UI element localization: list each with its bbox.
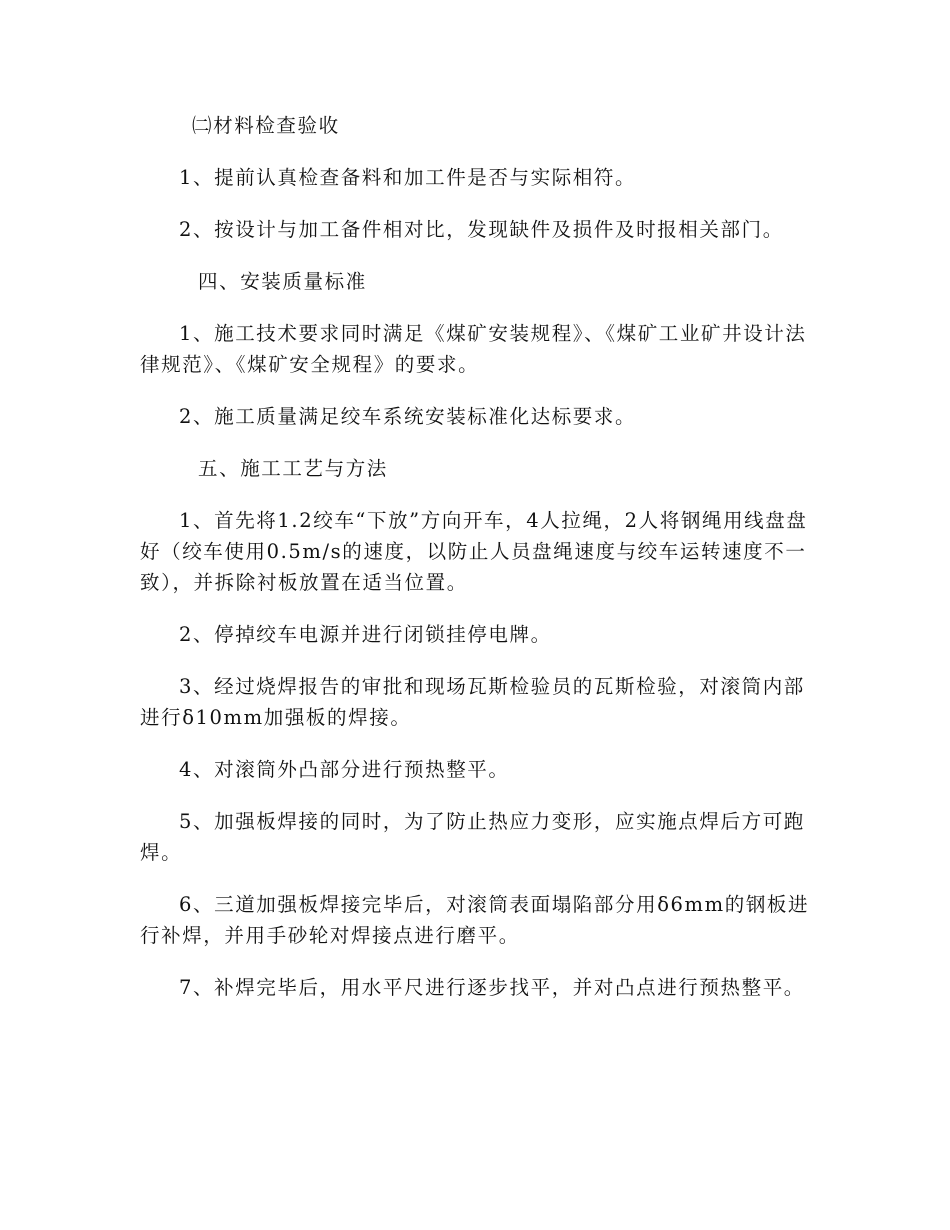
paragraph-check-materials: 1、提前认真检查备料和加工件是否与实际相符。 <box>179 166 637 189</box>
document-body <box>140 110 812 1024</box>
section-heading-process-method: 五、施工工艺与方法 <box>198 457 388 480</box>
paragraph-step-5: 5、加强板焊接的同时，为了防止热应力变形，应实施点焊后方可跑焊。 <box>140 810 805 864</box>
paragraph-step-2: 2、停掉绞车电源并进行闭锁挂停电牌。 <box>179 623 552 646</box>
section-heading-material-inspection: ㈡材料检查验收 <box>192 114 340 137</box>
paragraph-step-7: 7、补焊完毕后，用水平尺进行逐步找平，并对凸点进行预热整平。 <box>179 976 805 999</box>
paragraph-compare-parts: 2、按设计与加工备件相对比，发现缺件及损件及时报相关部门。 <box>179 218 784 241</box>
paragraph-step-6: 6、三道加强板焊接完毕后，对滚筒表面塌陷部分用δ6mm的钢板进行补焊，并用手砂轮对焊接点进行磨平。 <box>140 893 810 947</box>
paragraph-step-1: 1、首先将1.2绞车“下放”方向开车，4人拉绳，2人将钢绳用线盘盘好（绞车使用0.5m/s的速度，以防止人员盘绳速度与绞车运转速度不一致），并拆除衬板放置在适当位置。 <box>140 509 808 594</box>
paragraph-step-4: 4、对滚筒外凸部分进行预热整平。 <box>179 758 510 781</box>
paragraph-regulations: 1、施工技术要求同时满足《煤矿安装规程》、《煤矿工业矿井设计法律规范》、《煤矿安全规程》的要求。 <box>140 322 807 376</box>
section-heading-quality-standard: 四、安装质量标准 <box>198 270 367 293</box>
paragraph-step-3: 3、经过烧焊报告的审批和现场瓦斯检验员的瓦斯检验，对滚筒内部进行δ10mm加强板的焊接。 <box>140 675 805 729</box>
paragraph-standardization: 2、施工质量满足绞车系统安装标准化达标要求。 <box>179 405 637 428</box>
